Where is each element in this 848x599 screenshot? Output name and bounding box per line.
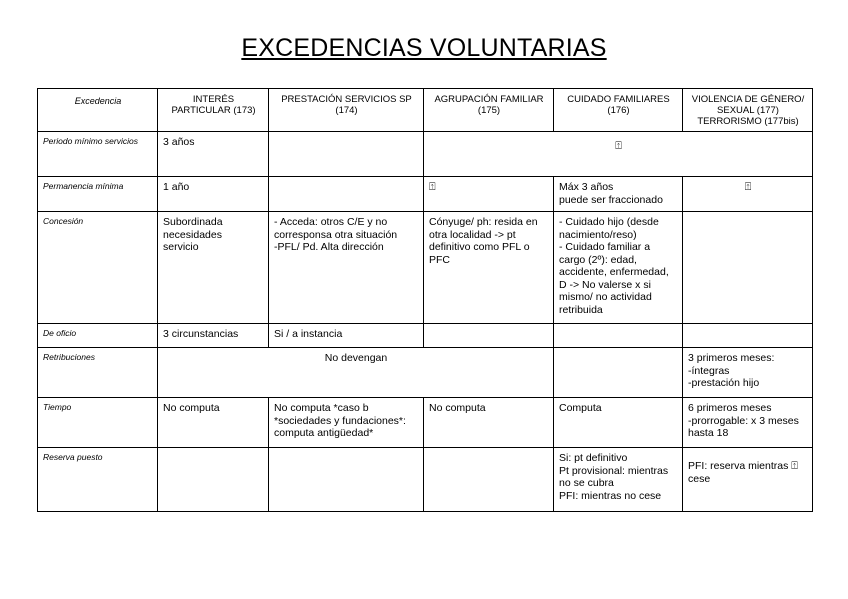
cell-agrupacion: Cónyuge/ ph: resida en otra localidad -> pt definitivo como PFL o PFC [424, 212, 554, 324]
cell-interes: No computa [158, 398, 269, 448]
cell-violencia [683, 324, 813, 348]
cell-prestacion [269, 177, 424, 212]
cell-agrupacion [424, 177, 554, 212]
excedencias-table [37, 88, 813, 512]
cell-interes: 3 circunstancias [158, 324, 269, 348]
row-label: Periodo mínimo servicios [38, 132, 158, 177]
cell-cuidado: - Cuidado hijo (desde nacimiento/reso) - Cuidado familiar a cargo (2º): edad, accidente, enfermedad, D -> No valerse x si mismo/ no actividad retribuida [554, 212, 683, 324]
cell-agrupacion [424, 324, 554, 348]
cell-merged-arrow [424, 132, 813, 177]
cell-prestacion [269, 448, 424, 512]
cell-prestacion [269, 132, 424, 177]
row-de-oficio [38, 324, 813, 348]
header-prestacion-servicios: PRESTACIÓN SERVICIOS SP (174) [269, 89, 424, 132]
reserva-text-cont: cese [688, 472, 711, 485]
cell-interes [158, 448, 269, 512]
page-title: EXCEDENCIAS VOLUNTARIAS [241, 34, 607, 62]
cell-cuidado: Computa [554, 398, 683, 448]
cell-violencia [683, 448, 813, 512]
cell-violencia: 6 primeros meses -prorrogable: x 3 meses hasta 18 [683, 398, 813, 448]
cell-prestacion: Si / a instancia [269, 324, 424, 348]
header-interes-particular: INTERÉS PARTICULAR (173) [158, 89, 269, 132]
cell-violencia: 3 primeros meses: -íntegras -prestación hijo [683, 348, 813, 398]
row-concesion [38, 212, 813, 324]
bracket-arrow-icon: ⍐ [429, 181, 436, 193]
cell-prestacion: No computa *caso b *sociedades y fundaciones*: computa antigüedad* [269, 398, 424, 448]
cell-interes: 1 año [158, 177, 269, 212]
cell-merged-no-devengan: No devengan [158, 348, 554, 398]
cell-cuidado [554, 324, 683, 348]
cell-interes: 3 años [158, 132, 269, 177]
cell-cuidado: Si: pt definitivo Pt provisional: mientras no se cubra PFI: mientras no cese [554, 448, 683, 512]
row-label: Tiempo [38, 398, 158, 448]
row-label: De oficio [38, 324, 158, 348]
cell-cuidado [554, 348, 683, 398]
row-label: Permanencia mínima [38, 177, 158, 212]
cell-agrupacion: No computa [424, 398, 554, 448]
bracket-arrow-icon: ⍐ [744, 181, 752, 193]
bracket-arrow-icon: ⍐ [791, 460, 798, 472]
row-label: Retribuciones [38, 348, 158, 398]
reserva-text: PFI: reserva mientras [688, 460, 789, 472]
row-periodo-minimo [38, 132, 813, 177]
header-cuidado-familiares: CUIDADO FAMILIARES (176) [554, 89, 683, 132]
cell-prestacion: - Acceda: otros C/E y no corresponsa otra situación -PFL/ Pd. Alta dirección [269, 212, 424, 324]
cell-violencia [683, 177, 813, 212]
header-row [38, 89, 813, 132]
header-agrupacion-familiar: AGRUPACIÓN FAMILIAR (175) [424, 89, 554, 132]
row-tiempo [38, 398, 813, 448]
cell-agrupacion [424, 448, 554, 512]
cell-violencia [683, 212, 813, 324]
row-label: Reserva puesto [38, 448, 158, 512]
row-label: Concesión [38, 212, 158, 324]
cell-cuidado: Máx 3 años puede ser fraccionado [554, 177, 683, 212]
header-excedencia: Excedencia [38, 89, 158, 132]
row-retribuciones [38, 348, 813, 398]
cell-interes: Subordinada necesidades servicio [158, 212, 269, 324]
bracket-arrow-icon: ⍐ [615, 140, 622, 152]
row-reserva-puesto [38, 448, 813, 512]
row-permanencia-minima [38, 177, 813, 212]
header-violencia-genero: VIOLENCIA DE GÉNERO/ SEXUAL (177) TERRORISMO (177bis) [683, 89, 813, 132]
